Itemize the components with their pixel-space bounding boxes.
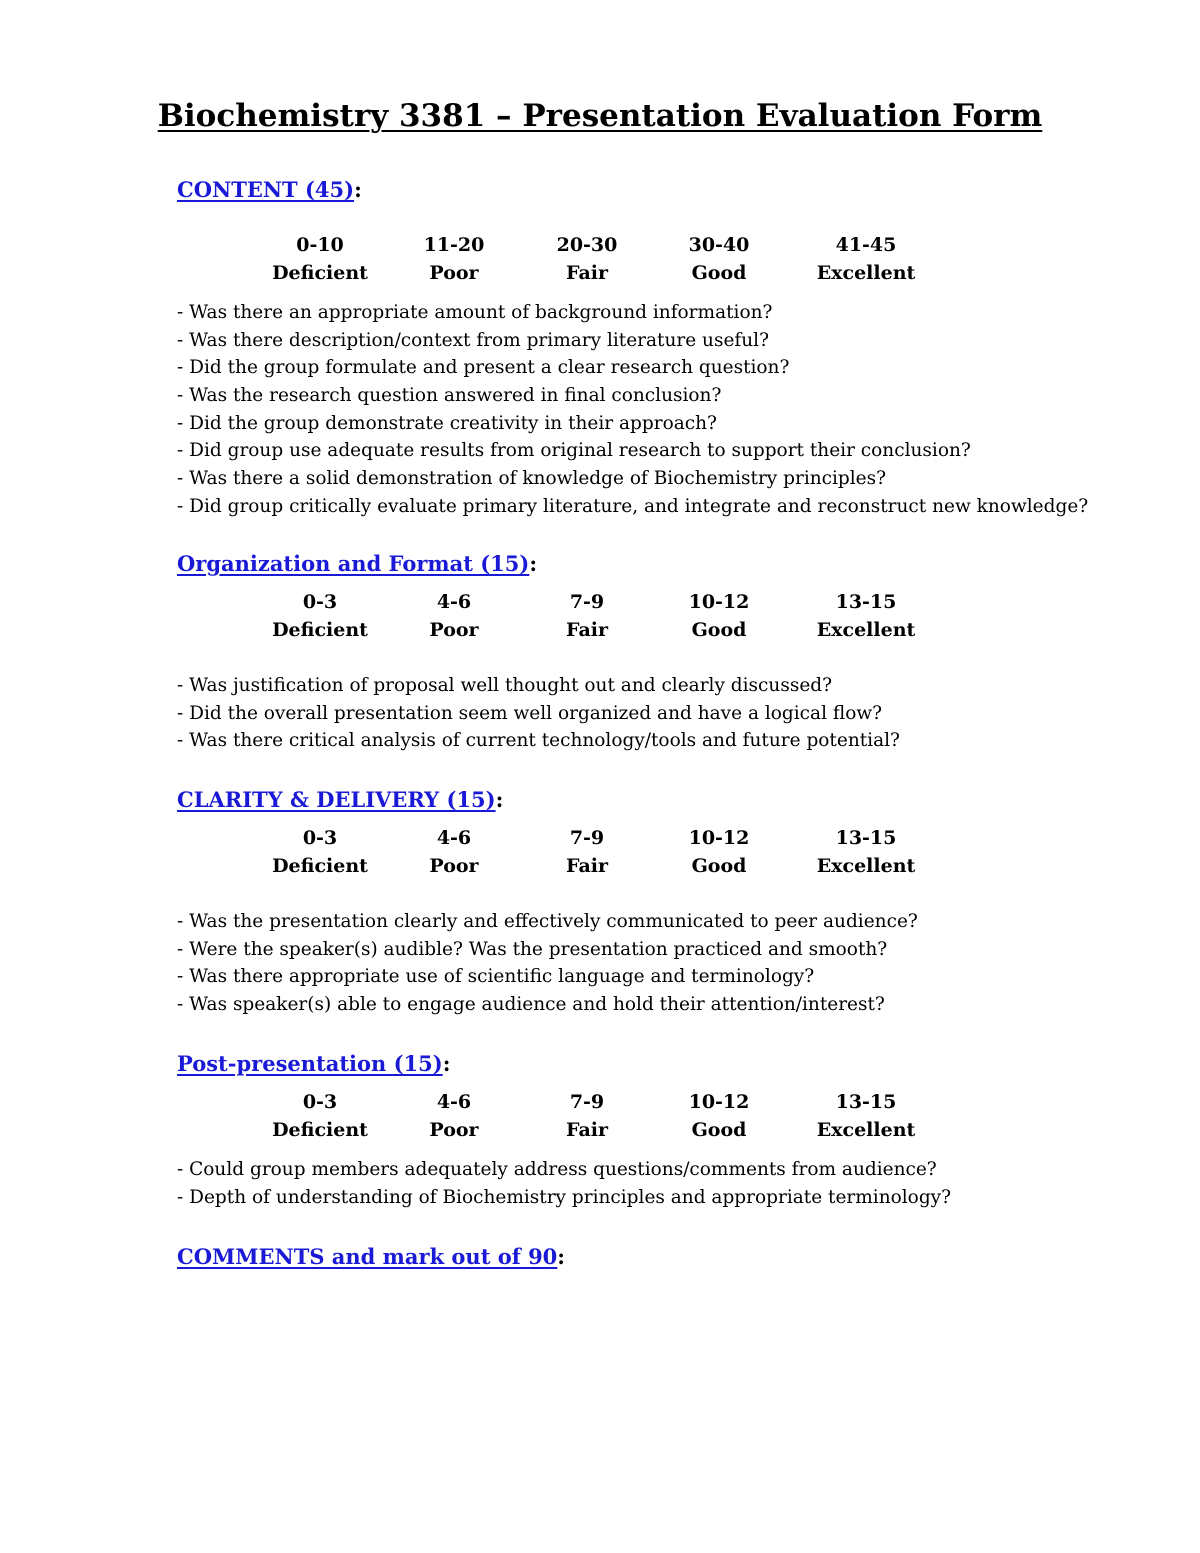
- scale-grade: Deficient: [272, 619, 368, 641]
- scale-range: 11-20: [423, 234, 485, 256]
- page-title: Biochemistry 3381 – Presentation Evaluation Form: [157, 98, 1043, 134]
- section-heading-colon: :: [557, 1244, 566, 1269]
- scale-grade: Fair: [566, 619, 608, 641]
- scale-excellent: [801, 588, 931, 644]
- scale-grade: Poor: [429, 262, 479, 284]
- question-item: - Was there critical analysis of current technology/tools and future potential?: [177, 730, 900, 752]
- scale-deficient: [255, 824, 385, 880]
- scale-grade: Fair: [566, 262, 608, 284]
- scale-grade: Good: [691, 262, 747, 284]
- section-heading-text: Organization and Format (15): [177, 551, 530, 576]
- scale-good: [654, 1088, 784, 1144]
- scale-range: 13-15: [835, 827, 897, 849]
- scale-fair: [522, 231, 652, 287]
- scale-excellent: [801, 824, 931, 880]
- section-heading-text: CLARITY & DELIVERY (15): [177, 787, 496, 812]
- section-heading: [177, 783, 1167, 817]
- scale-range: 0-10: [296, 234, 344, 256]
- section-clarity-delivery: [177, 783, 1167, 1019]
- question-item: - Depth of understanding of Biochemistry principles and appropriate terminology?: [177, 1186, 952, 1208]
- section-heading: [177, 1240, 1167, 1274]
- section-organization: [177, 547, 1167, 755]
- section-comments: [177, 1240, 1167, 1274]
- section-heading-colon: :: [529, 551, 538, 576]
- scale-deficient: [255, 1088, 385, 1144]
- scale-range: 4-6: [436, 591, 472, 613]
- scale-good: [654, 231, 784, 287]
- scale-poor: [389, 231, 519, 287]
- scale-range: 0-3: [302, 591, 338, 613]
- question-item: - Was justification of proposal well thought out and clearly discussed?: [177, 675, 833, 696]
- scale-range: 30-40: [688, 234, 750, 256]
- scale-grade: Excellent: [816, 855, 916, 877]
- scale-range: 0-3: [302, 1091, 338, 1113]
- question-item: - Was there a solid demonstration of knowledge of Biochemistry principles?: [177, 468, 887, 490]
- question-item: - Did the group formulate and present a clear research question?: [177, 357, 790, 379]
- section-heading: [177, 547, 1167, 581]
- scale-fair: [522, 824, 652, 880]
- scale-grade: Excellent: [816, 619, 916, 641]
- scale-fair: [522, 1088, 652, 1144]
- scale-range: 7-9: [569, 827, 605, 849]
- scale-fair: [522, 588, 652, 644]
- section-heading-colon: :: [354, 177, 362, 202]
- scale-range: 13-15: [835, 591, 897, 613]
- scale-range: 10-12: [688, 827, 750, 849]
- scale-range: 0-3: [302, 827, 338, 849]
- question-item: - Did the overall presentation seem well organized and have a logical flow?: [177, 702, 883, 724]
- section-content: [177, 173, 1167, 521]
- scale-grade: Good: [691, 855, 747, 877]
- scale-grade: Poor: [429, 1119, 479, 1141]
- question-item: - Was there appropriate use of scientific language and terminology?: [177, 966, 815, 988]
- scale-range: 4-6: [436, 1091, 472, 1113]
- question-item: - Did the group demonstrate creativity in their approach?: [177, 412, 717, 434]
- question-item: - Was speaker(s) able to engage audience and hold their attention/interest?: [177, 994, 885, 1016]
- question-item: - Was the research question answered in final conclusion?: [177, 385, 722, 407]
- scale-range: 7-9: [569, 1091, 605, 1113]
- scale-grade: Poor: [429, 855, 479, 877]
- question-list: [177, 299, 1167, 521]
- question-list: [177, 672, 1167, 755]
- question-item: - Was there description/context from primary literature useful?: [177, 329, 770, 351]
- section-heading: [177, 173, 1167, 207]
- rating-scale: [177, 1088, 1167, 1146]
- scale-range: 20-30: [556, 234, 618, 256]
- scale-excellent: [801, 231, 931, 287]
- scale-grade: Good: [691, 619, 747, 641]
- scale-poor: [389, 824, 519, 880]
- scale-range: 7-9: [569, 591, 605, 613]
- question-item: - Were the speaker(s) audible? Was the presentation practiced and smooth?: [177, 938, 888, 960]
- scale-poor: [389, 588, 519, 644]
- question-item: - Did group critically evaluate primary literature, and integrate and reconstruct new knowledge?: [177, 495, 1089, 517]
- scale-poor: [389, 1088, 519, 1144]
- question-item: - Could group members adequately address questions/comments from audience?: [177, 1159, 937, 1180]
- scale-grade: Poor: [429, 619, 479, 641]
- section-heading-text: COMMENTS and mark out of 90: [177, 1244, 558, 1269]
- rating-scale: [177, 231, 1167, 289]
- scale-grade: Deficient: [272, 262, 368, 284]
- section-heading-text: Post-presentation (15): [177, 1051, 443, 1076]
- section-heading: [177, 1047, 1167, 1081]
- scale-deficient: [255, 231, 385, 287]
- scale-grade: Excellent: [816, 262, 916, 284]
- scale-range: 10-12: [688, 591, 750, 613]
- scale-grade: Excellent: [816, 1119, 916, 1141]
- rating-scale: [177, 824, 1167, 882]
- question-item: - Was there an appropriate amount of background information?: [177, 302, 773, 323]
- scale-good: [654, 824, 784, 880]
- question-item: - Did group use adequate results from original research to support their conclusion?: [177, 440, 971, 462]
- scale-grade: Fair: [566, 1119, 608, 1141]
- question-list: [177, 908, 1167, 1019]
- question-list: [177, 1156, 1167, 1211]
- scale-range: 4-6: [436, 827, 472, 849]
- scale-grade: Deficient: [272, 855, 368, 877]
- section-heading-text: CONTENT (45): [177, 177, 355, 202]
- scale-range: 41-45: [835, 234, 897, 256]
- scale-range: 10-12: [688, 1091, 750, 1113]
- section-post-presentation: [177, 1047, 1167, 1211]
- scale-good: [654, 588, 784, 644]
- scale-grade: Deficient: [272, 1119, 368, 1141]
- rating-scale: [177, 588, 1167, 646]
- question-item: - Was the presentation clearly and effectively communicated to peer audience?: [177, 911, 918, 932]
- scale-range: 13-15: [835, 1091, 897, 1113]
- scale-grade: Fair: [566, 855, 608, 877]
- section-heading-colon: :: [495, 787, 504, 812]
- section-heading-colon: :: [442, 1051, 451, 1076]
- scale-excellent: [801, 1088, 931, 1144]
- scale-grade: Good: [691, 1119, 747, 1141]
- scale-deficient: [255, 588, 385, 644]
